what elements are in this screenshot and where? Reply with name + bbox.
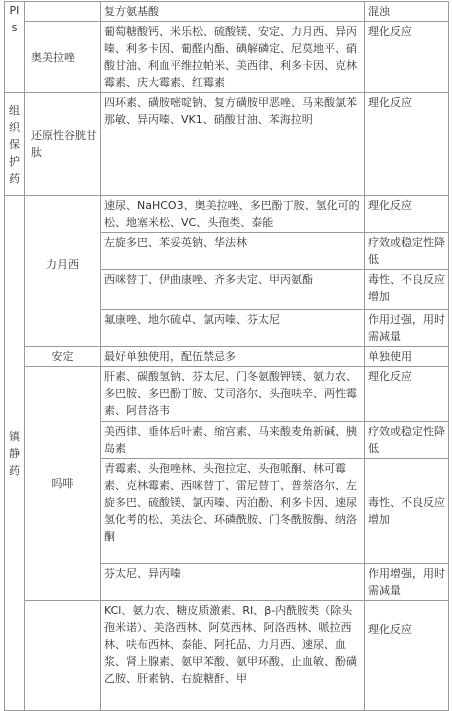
table-row	[5, 2, 449, 22]
subcategory-cell	[25, 2, 101, 22]
table-row	[5, 347, 449, 367]
drugs-cell: 速尿、NaHCO3、奥美拉唑、多巴酚丁胺、氢化可的松、地塞米松、VC、头孢类、泰能	[101, 196, 365, 233]
subcategory-cell: 安定	[25, 347, 101, 367]
subcategory-cell: 吗啡	[25, 367, 101, 601]
effect-cell: 作用增强，用时需减量	[365, 564, 449, 601]
subcategory-cell: 力月西	[25, 196, 101, 347]
table-row	[5, 22, 449, 93]
effect-cell: 混浊	[365, 2, 449, 22]
drug-compatibility-table	[4, 1, 449, 711]
drugs-cell: KCl、氨力农、糖皮质激素、RI、β-内酰胺类（除头孢米诺）、美洛西林、阿莫西林、阿洛西林、哌拉西林、呋布西林、泰能、阿托品、力月西、速尿、血浆、肾上腺素、氨甲苯酸、氨甲环酸、止血敏、酚磺乙胺、肝素钠、右旋糖酐、甲	[101, 601, 365, 711]
effect-cell: 理化反应	[365, 367, 449, 422]
drugs-cell: 肝素、碳酸氢钠、芬太尼、门冬氨酸钾镁、氨力农、多巴胺、多巴酚丁胺、艾司洛尔、头孢呋辛、两性霉素、阿昔洛韦	[101, 367, 365, 422]
category-cell	[5, 196, 25, 711]
category-label: PIs	[9, 4, 20, 34]
drugs-cell: 最好单独使用，配伍禁忌多	[101, 347, 365, 367]
drugs-cell: 美西律、垂体后叶素、缩宫素、马来酸麦角新碱、胰岛素	[101, 422, 365, 459]
drugs-cell: 复方氨基酸	[101, 2, 365, 22]
effect-cell: 疗效或稳定性降低	[365, 233, 449, 270]
effect-cell: 理化反应	[365, 93, 449, 196]
table-row	[5, 601, 449, 711]
category-cell	[5, 93, 25, 196]
subcategory-cell: 奥美拉唑	[25, 22, 101, 93]
category-cell	[5, 2, 25, 93]
effect-cell: 作用过强，用时需减量	[365, 310, 449, 347]
table-row	[5, 93, 449, 196]
drugs-cell: 青霉素、头孢唑林、头孢拉定、头孢哌酮、林可霉素、克林霉素、西咪替丁、雷尼替丁、普萘洛尔、左旋多巴、硫酸镁、氯丙嗪、丙泊酚、利多卡因、速尿氢化考的松、美法仑、环磷酰胺、门冬酰胺酶、纳洛酮	[101, 459, 365, 564]
effect-cell: 毒性、不良反应增加	[365, 459, 449, 564]
subcategory-cell	[25, 601, 101, 711]
effect-cell: 理化反应	[365, 196, 449, 233]
effect-cell: 单独使用	[365, 347, 449, 367]
subcategory-cell: 还原性谷胱甘肽	[25, 93, 101, 196]
category-label: 组织保护药	[9, 103, 20, 185]
effect-cell: 理化反应	[365, 601, 449, 711]
effect-cell: 疗效或稳定性降低	[365, 422, 449, 459]
drugs-cell: 四环素、磺胺嘧啶钠、复方磺胺甲恶唑、马来酸氯苯那敏、异丙嗪、VK1、硝酸甘油、苯海拉明	[101, 93, 365, 196]
effect-cell: 毒性、不良反应增加	[365, 270, 449, 310]
drugs-cell: 芬太尼、异丙嗪	[101, 564, 365, 601]
drugs-cell: 氟康唑、地尔硫卓、氯丙嗪、芬太尼	[101, 310, 365, 347]
table-row	[5, 196, 449, 233]
drugs-cell: 左旋多巴、苯妥英钠、华法林	[101, 233, 365, 270]
effect-cell: 理化反应	[365, 22, 449, 93]
drugs-cell: 西咪替丁、伊曲康唑、齐多夫定、甲丙氨酯	[101, 270, 365, 310]
table-row	[5, 367, 449, 422]
drugs-cell: 葡萄糖酸钙、米乐松、硫酸镁、安定、力月西、异丙嗪、利多卡因、葡醛内酯、碘解磷定、尼莫地平、硝酸甘油、利血平维拉帕米、美西律、利多卡因、克林霉素、庆大霉素、红霉素	[101, 22, 365, 93]
category-label: 镇静药	[9, 429, 20, 477]
